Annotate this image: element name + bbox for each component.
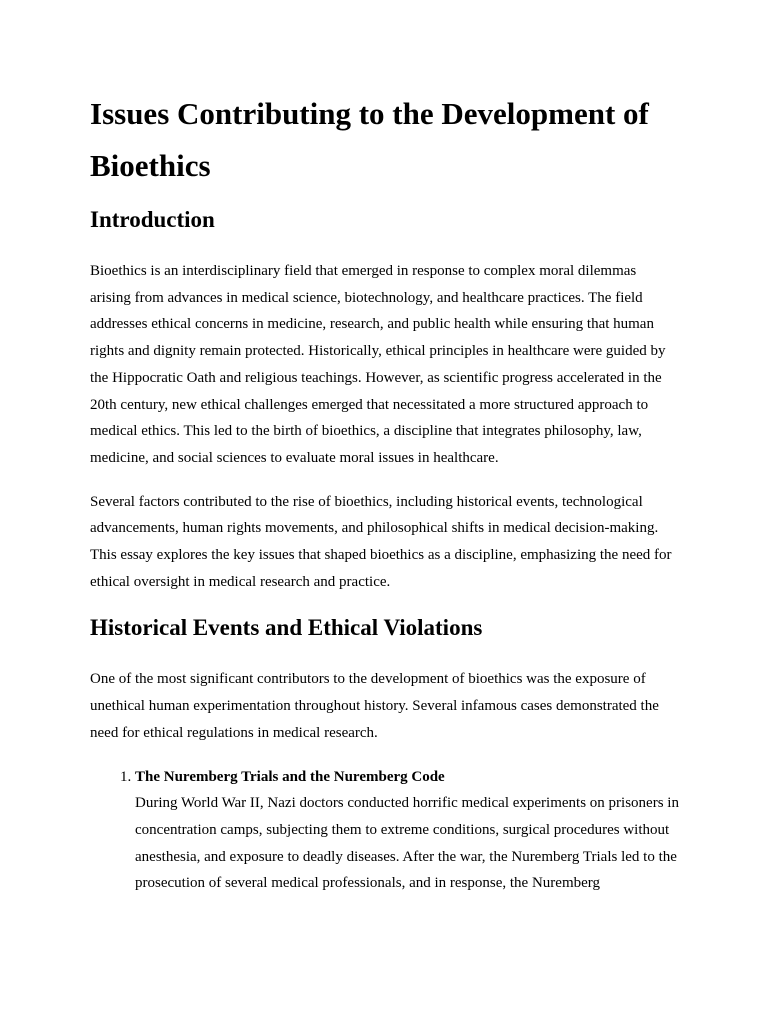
numbered-list: [90, 764, 680, 898]
section-historical-events: [90, 612, 680, 897]
section-introduction: [90, 204, 680, 595]
list-item-title: 1. The Nuremberg Trials and the Nuremberg Code: [135, 768, 445, 785]
list-item-body: During World War II, Nazi doctors conducted horrific medical experiments on prisoners in concentration camps, subjecting them to extreme conditions, surgical procedures without anesthesia, and exposure to deadly diseases. After the war, the Nuremberg Trials led to the prosecution of several medical professionals, and in response, the Nuremberg: [135, 795, 679, 892]
paragraph: One of the most significant contributors to the development of bioethics was the exposure of unethical human experimentation throughout history. Several infamous cases demonstrated the need for ethical regulations in medical research.: [90, 671, 659, 741]
paragraph: Bioethics is an interdisciplinary field that emerged in response to complex moral dilemmas arising from advances in medical science, biotechnology, and healthcare practices. The field addresses ethical concerns in medicine, research, and public health while ensuring that human rights and dignity remain protected. Historically, ethical principles in healthcare were guided by the Hippocratic Oath and religious teachings. However, as scientific progress accelerated in the 20th century, new ethical challenges emerged that necessitated a more structured approach to medical ethics. This led to the birth of bioethics, a discipline that integrates philosophy, law, medicine, and social sciences to evaluate moral issues in healthcare.: [90, 263, 666, 466]
document-title: Issues Contributing to the Development of Bioethics: [90, 96, 649, 183]
paragraph: Several factors contributed to the rise of bioethics, including historical events, technological advancements, human rights movements, and philosophical shifts in medical decision-making. This essay explores the key issues that shaped bioethics as a discipline, emphasizing the need for ethical oversight in medical research and practice.: [90, 493, 672, 590]
list-item: [135, 764, 680, 898]
section-heading: Historical Events and Ethical Violations: [90, 615, 483, 641]
document-page: [90, 88, 680, 897]
section-heading: Introduction: [90, 207, 215, 232]
